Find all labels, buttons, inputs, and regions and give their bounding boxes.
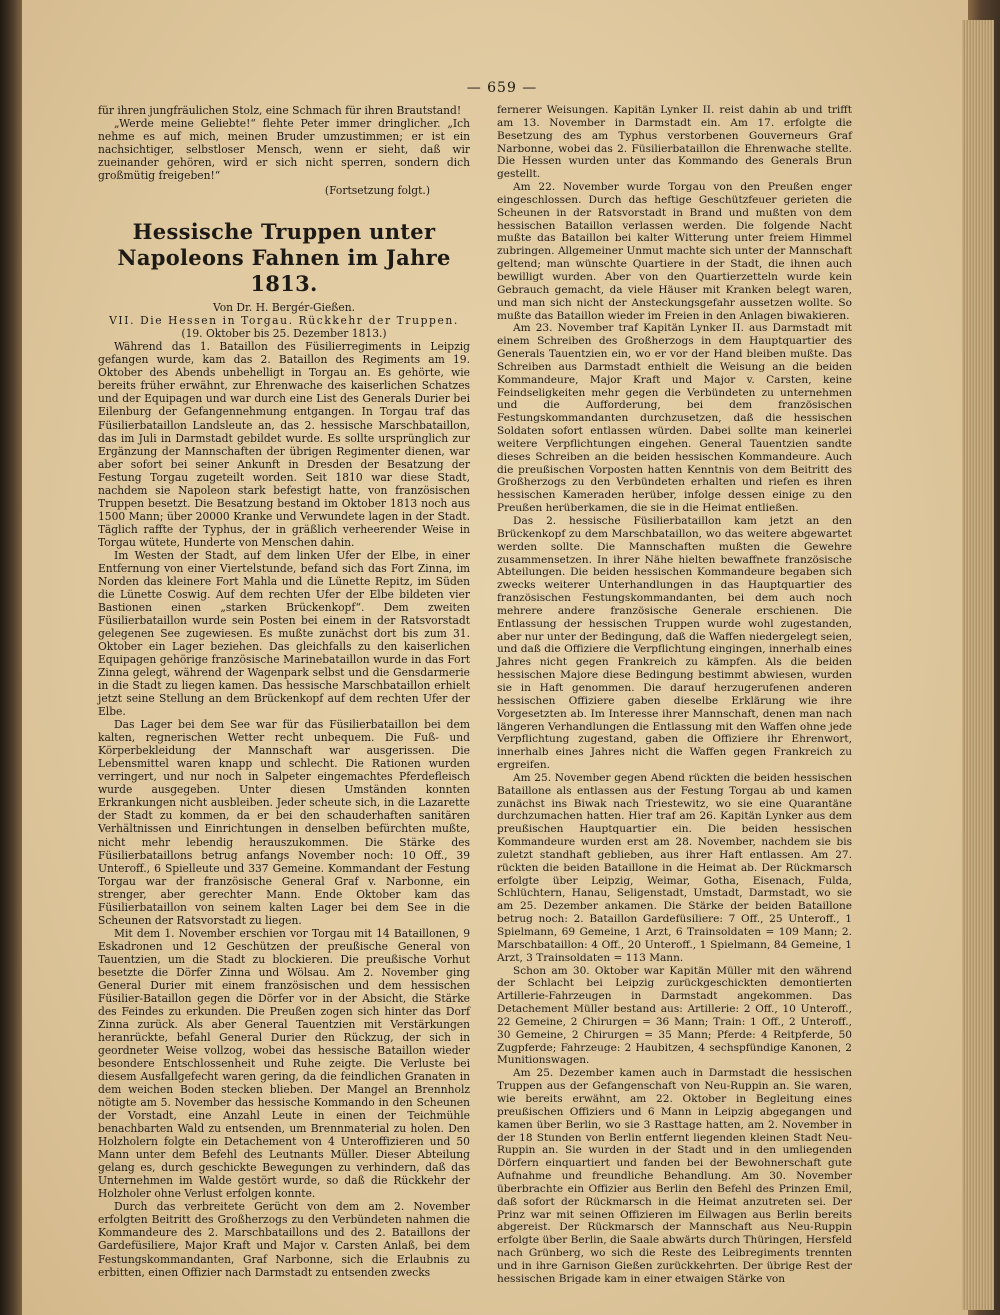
article-paragraph: Am 23. November traf Kapitän Lynker II. aus Darmstadt mit einem Schreiben des Großherzogs in dem Hauptquartier des Generals Tauentzien ein, wo er vor der Hand bleiben mußte. Das Schreiben aus Darmstadt enthielt die Weisung an die beiden Kommandeure, Major Kraft und Major v. Carsten, keine Feindseligkeiten mehr gegen die Verbündeten zu unternehmen und die Aufforderung, bei dem französischen Festungskommandanten durchzusetzen, daß die hessischen Soldaten sofort entlassen würden. Dabei sollte man keinerlei weitere Verpflichtungen eingehen. General Tauentzien sandte dieses Schreiben an die beiden hessischen Kommandeure. Auch die preußischen Vorposten hatten Kenntnis von dem Beitritt des Großherzogs zu den Verbündeten erhalten und riefen es ihren hessischen Kameraden herüber, infolge dessen einige zu den Preußen herüberkamen, die sie in die Heimat entließen.	[497, 322, 852, 515]
serial-text-paragraph: „Werde meine Geliebte!“ flehte Peter immer dringlicher. „Ich nehme es auf mich, meinen Bruder umzustimmen; er ist ein nachsichtiger, selbstloser Mensch, wenn er sieht, daß wir zueinander gehören, wird er sich nicht sperren, sondern dich großmütig freigeben!“	[98, 117, 470, 183]
article-paragraph: Schon am 30. Oktober war Kapitän Müller mit den während der Schlacht bei Leipzig zurückgeschickten demontierten Artillerie-Fahrzeugen in Darmstadt angekommen. Das Detachement Müller bestand aus: Artillerie: 2 Off., 10 Unteroff., 22 Gemeine, 2 Chirurgen = 36 Mann; Train: 1 Off., 2 Unteroff., 30 Gemeine, 2 Chirurgen = 35 Mann; Pferde: 4 Reitpferde, 50 Zugpferde; Fahrzeuge: 2 Haubitzen, 4 sechspfündige Kanonen, 2 Munitionswagen.	[497, 964, 852, 1067]
right-column	[497, 104, 852, 1286]
article-paragraph: Im Westen der Stadt, auf dem linken Ufer der Elbe, in einer Entfernung von einer Viertelstunde, befand sich das Fort Zinna, im Norden das kleinere Fort Mahla und die Lünette Repitz, im Süden die Lünette Coswig. Auf dem rechten Ufer der Elbe bildeten vier Bastionen einen „starken Brückenkopf“. Dem zweiten Füsilierbataillon wurde sein Posten bei einem in der Ratsvorstadt gelegenen See zugewiesen. Es mußte zunächst dort bis zum 31. Oktober ein Lager beziehen. Das gleichfalls zu den kaiserlichen Equipagen gehörige französische Marinebataillon wurde in das Fort Zinna gelegt, während der Wagenpark selbst und die Gensdarmerie in die Stadt zu liegen kamen. Das hessische Marschbataillon erhielt jetzt seine Stellung an dem Brückenkopf auf dem rechten Ufer der Elbe.	[98, 548, 470, 719]
page-edges	[962, 20, 994, 1310]
article-paragraph: Das Lager bei dem See war für das Füsilierbataillon bei dem kalten, regnerischen Wetter recht unbequem. Die Fuß- und Körperbekleidung der Mannschaft war ausgerissen. Die Lebensmittel waren knapp und schlecht. Die Rationen wurden verringert, und nur noch in Salpeter eingemachtes Pferdefleisch wurde ausgegeben. Unter diesen Umständen konnten Erkrankungen nicht ausbleiben. Jeder scheute sich, in die Lazarette der Stadt zu kommen, da er bei den schauderhaften sanitären Verhältnissen und Einrichtungen in denselben befürchten mußte, nicht mehr lebendig herauszukommen. Die Stärke des Füsilierbataillons betrug anfangs November noch: 10 Off., 39 Unteroff., 6 Spielleute und 337 Gemeine. Kommandant der Festung Torgau war der französische General Graf v. Narbonne, ein strenger, aber gerechter Mann. Ende Oktober kam das Füsilierbataillon von seinem kalten Lager bei dem See in die Scheunen der Ratsvorstadt zu liegen.	[98, 718, 470, 927]
chapter-heading: VII. Die Hessen in Torgau. Rückkehr der Truppen.	[109, 314, 459, 328]
serial-text-paragraph: für ihren jungfräulichen Stolz, eine Schmach für ihren Brautstand!	[98, 104, 462, 117]
article-title: Hessische Truppen unter Napoleons Fahnen im Jahre 1813.	[117, 219, 451, 297]
article-paragraph: Mit dem 1. November erschien vor Torgau mit 14 Bataillonen, 9 Eskadronen und 12 Geschützen der preußische General von Tauentzien, um die Stadt zu blockieren. Die preußische Vorhut besetzte die Dörfer Zinna und Wölsau. Am 2. November ging General Durier mit einem französischen und dem hessischen Füsilier-Bataillon gegen die Dörfer vor in der Absicht, die Stärke des Feindes zu erkunden. Die Preußen zogen sich hinter das Dorf Zinna zurück. Als aber General Tauentzien mit Verstärkungen heranrückte, befahl General Durier den Rückzug, der sich in geordneter Weise vollzog, wobei das hessische Bataillon wieder besondere Entschlossenheit und Ruhe zeigte. Die Verluste bei diesem Ausfallgefecht waren gering, da die feindlichen Granaten in dem weichen Boden stecken blieben. Der Mangel an Brennholz nötigte am 5. November das hessische Kommando in den Scheunen der Vorstadt, eine Anzahl Leute in einen der Teichmühle benachbarten Wald zu entsenden, um Brennmaterial zu holen. Den Holzholern folgte ein Detachement von 4 Unteroffizieren und 50 Mann unter dem Befehl des Leutnants Müller. Dieser Abteilung gelang es, durch geschickte Bewegungen zu verhindern, daß das Unternehmen im Walde gestört wurde, so daß die Rückkehr der Holzholer ohne Verlust erfolgen konnte.	[98, 926, 470, 1201]
article-paragraph: Am 25. November gegen Abend rückten die beiden hessischen Bataillone als entlassen aus der Festung Torgau ab und kamen zunächst ins Biwak nach Triestewitz, wo sie eine Quarantäne durchzumachen hatten. Hier traf am 26. Kapitän Lynker aus dem preußischen Hauptquartier ein. Die beiden hessischen Kommandeure wurden erst am 28. November, nachdem sie bis zuletzt standhaft geblieben, aus ihrer Haft entlassen. Am 27. rückten die beiden Bataillone in die Heimat ab. Der Rückmarsch erfolgte über Leipzig, Weimar, Gotha, Eisenach, Fulda, Schlüchtern, Hanau, Seligenstadt, Umstadt, Darmstadt, wo sie am 25. Dezember ankamen. Die Stärke der beiden Bataillone betrug noch: 2. Bataillon Gardefüsiliere: 7 Off., 25 Unteroff., 1 Spielmann, 69 Gemeine, 1 Arzt, 6 Trainsoldaten = 109 Mann; 2. Marschbataillon: 4 Off., 20 Unteroff., 1 Spielmann, 84 Gemeine, 1 Arzt, 3 Trainsoldaten = 113 Mann.	[497, 771, 852, 964]
article-paragraph: Während das 1. Bataillon des Füsilierregiments in Leipzig gefangen wurde, kam das 2. Bataillon des Regiments am 19. Oktober des Abends unbehelligt in Torgau an. Es gehörte, wie bereits früher erwähnt, zur Ehrenwache des kaiserlichen Schatzes und der Equipagen und war durch eine List des Generals Durier bei Eilenburg der Gefangennehmung entgangen. In Torgau traf das Füsilierbataillon Landsleute an, das 2. hessische Marschbataillon, das im Juli in Darmstadt gebildet wurde. Es sollte ursprünglich zur Ergänzung der Mannschaften der übrigen Regimenter dienen, war aber sofort bei seiner Ankunft in Dresden der Besatzung der Festung Torgau zugeteilt worden. Seit 1810 war diese Stadt, nachdem sie Napoleon stark befestigt hatte, von französischen Truppen besetzt. Die Besatzung bestand im Oktober 1813 noch aus 1500 Mann; über 20000 Kranke und Verwundete lagen in der Stadt. Täglich raffte der Typhus, der in gräßlich verheerender Weise in Torgau wütete, Hunderte von Menschen dahin.	[98, 340, 470, 549]
article-paragraph: Am 22. November wurde Torgau von den Preußen enger eingeschlossen. Durch das heftige Geschützfeuer gerieten die Scheunen in der Ratsvorstadt in Brand und mußten von dem hessischen Bataillon verlassen werden. Die folgende Nacht mußte das Bataillon bei kalter Witterung unter freiem Himmel zubringen. Allgemeiner Unmut machte sich unter der Mannschaft geltend; man wünschte Quartiere in der Stadt, die ihnen auch bewilligt wurden. Aber von den Quartierzetteln wurde kein Gebrauch gemacht, da viele Häuser mit Kranken belegt waren, und man sich nicht der Ansteckungsgefahr aussetzen wollte. So mußte das Bataillon wieder im Freien in den Anlagen biwakieren.	[497, 181, 852, 322]
article-paragraph: Am 25. Dezember kamen auch in Darmstadt die hessischen Truppen aus der Gefangenschaft von Neu-Ruppin an. Sie waren, wie bereits erwähnt, am 22. Oktober in Begleitung eines preußischen Offiziers und 6 Mann in Leipzig abgegangen und kamen über Berlin, wo sie 3 Rasttage hatten, am 2. November in der 18 Stunden von Berlin entfernt liegenden kleinen Stadt Neu-Ruppin an. Sie wurden in der Stadt und in den umliegenden Dörfern einquartiert und fanden bei der Bewohnerschaft gute Aufnahme und freundliche Behandlung. Am 30. November überbrachte ein Offizier aus Berlin den Befehl des Prinzen Emil, daß sofort der Rückmarsch in die Heimat anzutreten sei. Der Prinz war mit seinen Offizieren im Eilwagen aus Berlin bereits abgereist. Der Rückmarsch der Mannschaft aus Neu-Ruppin erfolgte über Berlin, die Saale abwärts durch Thüringen, Hersfeld nach Grünberg, wo sich die Reste des Leibregiments trennten und in ihre Garnison Gießen zurückkehrten. Der übrige Rest der hessischen Brigade kam in einer etwaigen Stärke von	[497, 1067, 852, 1285]
chapter-dates: (19. Oktober bis 25. Dezember 1813.)	[181, 327, 387, 341]
byline: Von Dr. H. Bergér-Gießen.	[212, 301, 356, 315]
article-paragraph: fernerer Weisungen. Kapitän Lynker II. reist dahin ab und trifft am 13. November in Darmstadt ein. Am 17. erfolgte die Besetzung des am Typhus verstorbenen Gouverneurs Graf Narbonne, wobei das 2. Füsilierbataillon die Ehrenwache stellte. Die Hessen wurden unter das Kommando des Generals Brun gestellt.	[497, 104, 852, 181]
article-paragraph: Durch das verbreitete Gerücht von dem am 2. November erfolgten Beitritt des Großherzogs zu den Verbündeten nahmen die Kommandeure des 2. Marschbataillons und des 2. Bataillons der Gardefüsiliere, Major Kraft und Major v. Carsten Anlaß, bei dem Festungskommandanten, Graf Narbonne, sich die Erlaubnis zu erbitten, einen Offizier nach Darmstadt zu entsenden zwecks	[98, 1200, 470, 1279]
left-column	[98, 104, 470, 1279]
article-paragraph: Das 2. hessische Füsilierbataillon kam jetzt an den Brückenkopf zu dem Marschbataillon, wo das weitere abgewartet werden sollte. Die Mannschaften mußten die Gewehre zusammensetzen. In ihrer Nähe hielten bewaffnete französische Abteilungen. Die beiden hessischen Kommandeure begaben sich zwecks weiterer Unterhandlungen in das Hauptquartier des französischen Festungskommandanten, bei dem auch noch mehrere andere französische Generale erschienen. Die Entlassung der hessischen Truppen wurde wohl zugestanden, aber nur unter der Bedingung, daß die Waffen niedergelegt seien, und daß die Offiziere die Verpflichtung eingingen, innerhalb eines Jahres nicht gegen Frankreich zu kämpfen. Als die beiden hessischen Majore diese Bedingung bestimmt abwiesen, wurden sie in Haft genommen. Die darauf herzugerufenen anderen hessischen Offiziere gaben dieselbe Erklärung wie ihre Vorgesetzten ab. Im Interesse ihrer Mannschaft, denen man nach längeren Verhandlungen die Entlassung mit den Waffen ohne jede Verpflichtung zugestand, gaben die Offiziere ihr Ehrenwort, innerhalb eines Jahres nicht die Waffen gegen Frankreich zu ergreifen.	[497, 515, 852, 772]
book-spine	[0, 0, 24, 1315]
page-number: — 659 —	[466, 80, 538, 96]
continuation-note: (Fortsetzung folgt.)	[324, 184, 430, 198]
